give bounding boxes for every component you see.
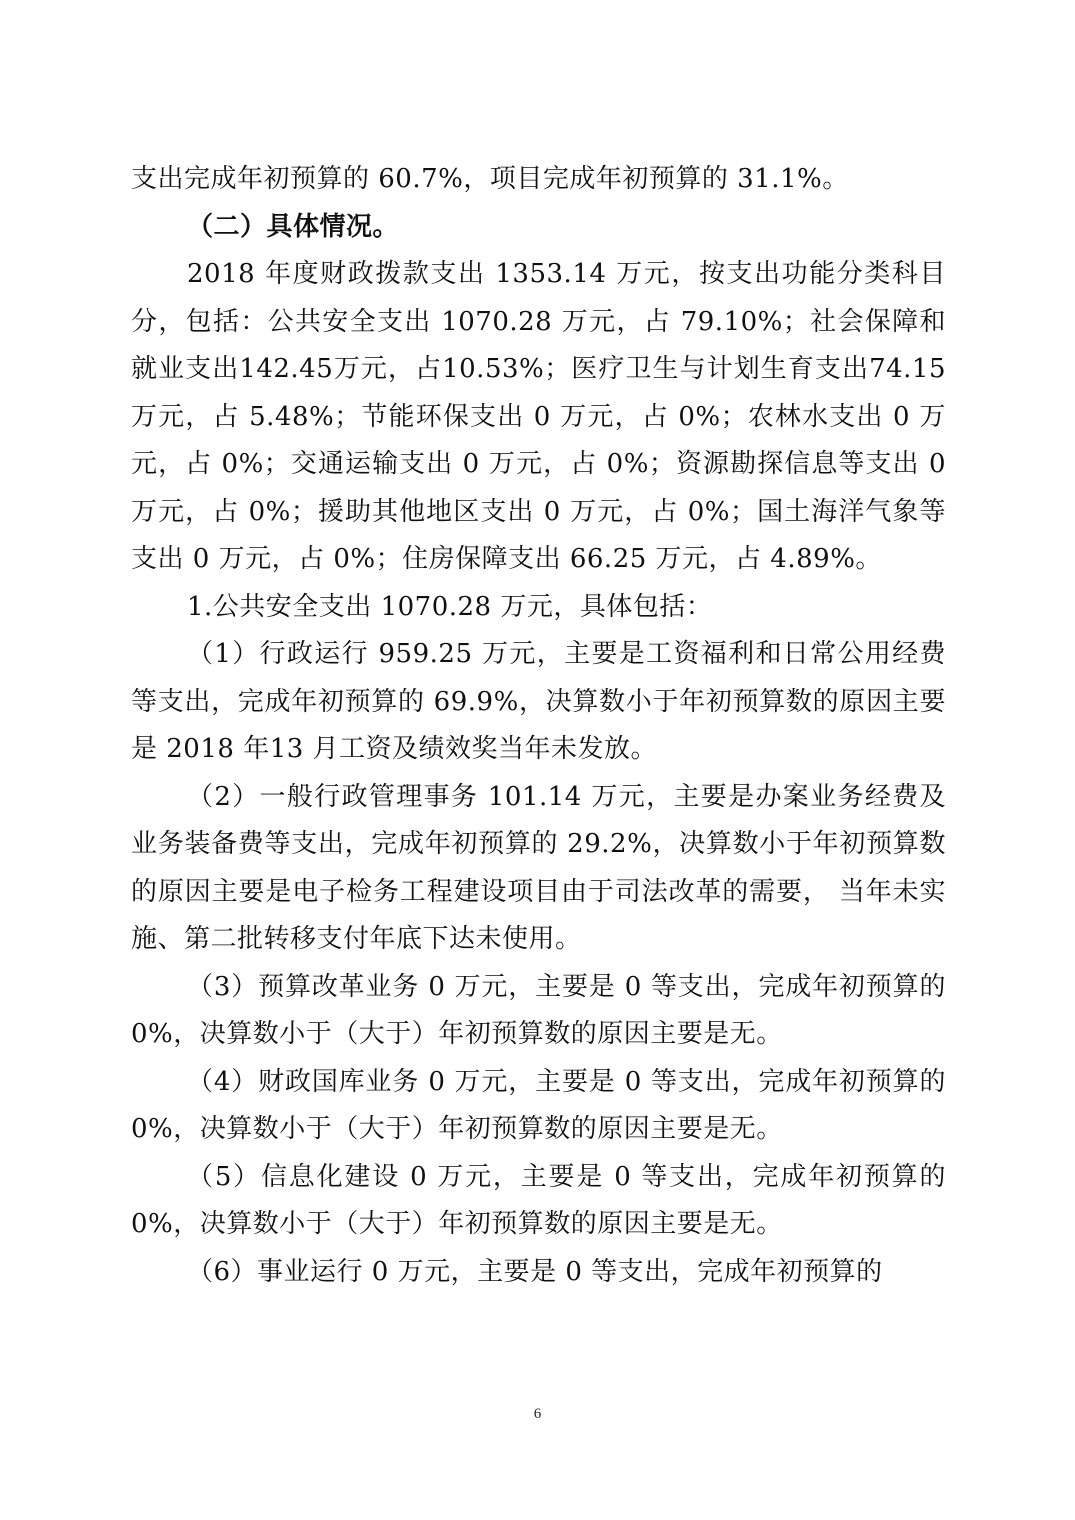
paragraph-subitem-5: （5）信息化建设 0 万元，主要是 0 等支出，完成年初预算的0%，决算数小于（大于）年初预算数的原因主要是无。 [131, 1161, 946, 1239]
paragraph-summary: 2018 年度财政拨款支出 1353.14 万元，按支出功能分类科目分，包括：公共安全支出 1070.28 万元，占 79.10%；社会保障和就业支出142.45万元，占10.53%；医疗卫生与计划生育支出74.15万元，占 5.48%；节能环保支出 0 万元，占 0%；农林水支出 0 万元，占 0%；交通运输支出 0 万元，占 0%；资源勘探信息等支出 0万元，占 0%；援助其他地区支出 0 万元，占 0%；国土海洋气象等支出 0 万元，占 0%；住房保障支出 66.25 万元，占 4.89%。 [131, 259, 946, 574]
paragraph-subitem-4: （4）财政国库业务 0 万元，主要是 0 等支出，完成年初预算的 0%，决算数小于（大于）年初预算数的原因主要是无。 [131, 1066, 946, 1144]
paragraph-subitem-6: （6）事业运行 0 万元，主要是 0 等支出，完成年初预算的 [187, 1256, 883, 1287]
paragraph-subitem-3: （3）预算改革业务 0 万元，主要是 0 等支出，完成年初预算的 0%，决算数小于（大于）年初预算数的原因主要是无。 [131, 971, 946, 1049]
paragraph-item-1: 1.公共安全支出 1070.28 万元，具体包括： [187, 591, 713, 622]
paragraph-subitem-1: （1）行政运行 959.25 万元，主要是工资福利和日常公用经费等支出，完成年初预算的 69.9%，决算数小于年初预算数的原因主要是 2018 年13 月工资及绩效奖当年未发放。 [131, 639, 946, 764]
paragraph-subitem-2: （2）一般行政管理事务 101.14 万元，主要是办案业务经费及业务装备费等支出，完成年初预算的 29.2%，决算数小于年初预算数的原因主要是电子检务工程建设项目由于司法改革的需要， 当年未实施、第二批转移支付年底下达未使用。 [131, 781, 946, 954]
page-number: 6 [533, 1406, 542, 1422]
paragraph-continuation: 支出完成年初预算的 60.7%，项目完成年初预算的 31.1%。 [131, 164, 849, 194]
section-heading: （二）具体情况。 [187, 211, 400, 242]
document-body [131, 156, 946, 1296]
